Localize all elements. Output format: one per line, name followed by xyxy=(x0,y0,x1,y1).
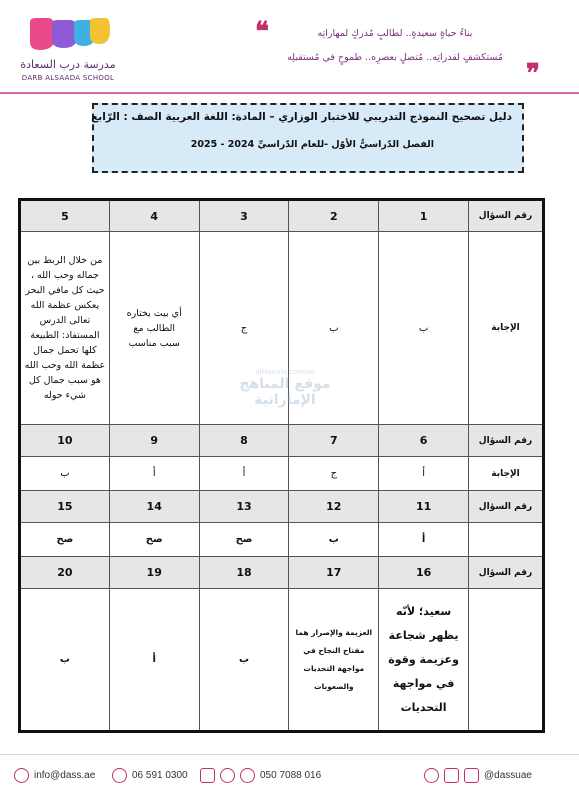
document-subtitle: الفصل الدّراسيُّ الأوّل -للعام الدّراسيِّ 2024 - 2025 xyxy=(190,139,434,150)
answer-cell: سعيد؛ لأنّه يظهر شجاعة وعزيمة وقوة في مواجهة التحديات xyxy=(379,589,469,732)
phone-icon xyxy=(112,768,127,783)
youtube-icon xyxy=(464,768,479,783)
open-quote-icon: ❝ xyxy=(255,17,269,47)
answer-cell: ج xyxy=(199,232,289,425)
footer-phone xyxy=(112,768,188,783)
table-row xyxy=(20,523,544,557)
table-row xyxy=(20,457,544,491)
watermark-url: alManahj.com/ae xyxy=(255,368,315,376)
close-quote-icon: ❞ xyxy=(526,59,540,89)
answer-cell: العزيمة والإصرار هما مفتاح النجاح في مواجهة التحديات والصعوبات xyxy=(289,589,379,732)
school-logo xyxy=(18,16,118,86)
email-text: info@dass.ae xyxy=(34,770,96,781)
table-row xyxy=(20,200,544,232)
answer-cell: ب xyxy=(289,523,379,557)
answer-cell: أ xyxy=(379,523,469,557)
answer-key-table xyxy=(18,198,545,733)
answer-label: الإجابة xyxy=(469,457,544,491)
phone-text: 06 591 0300 xyxy=(132,770,188,781)
table-row xyxy=(20,589,544,732)
question-number: 10 xyxy=(20,425,110,457)
title-box xyxy=(92,103,524,173)
question-number-label: رقم السؤال xyxy=(469,425,544,457)
watermark xyxy=(215,368,355,428)
footer-social xyxy=(424,768,532,783)
answer-cell: ب xyxy=(379,232,469,425)
question-number: 5 xyxy=(20,200,110,232)
question-number: 13 xyxy=(199,491,289,523)
answer-label: الإجابة xyxy=(469,232,544,425)
motto-line-1: بناءُ حياةٍ سعيدةٍ.. لطالبٍ مُدركٍ لمهاراتِه xyxy=(317,28,473,39)
answer-cell: أ xyxy=(379,457,469,491)
question-number: 16 xyxy=(379,557,469,589)
question-number: 19 xyxy=(109,557,199,589)
instagram-icon xyxy=(444,768,459,783)
logo-shapes-icon xyxy=(26,16,112,56)
answer-cell: أ xyxy=(199,457,289,491)
footer-divider xyxy=(0,754,579,755)
whatsapp-text: 050 7088 016 xyxy=(260,770,322,781)
document-title: دليل تصحيح النموذج التدريبي للاختبار الوزاري – المادة: اللغة العربية الصف : الرّابع xyxy=(91,111,512,123)
answer-cell: أي بيت يختاره الطالب مع سبب مناسب xyxy=(109,232,199,425)
answer-cell: من خلال الربط بين جماله وحب الله ، حيث كل مافي البحر يعكس عظمة الله تعالى الدرس المستفاد: الطبيعة كلها تحمل جمال عظمة الله وحب الله هو سبب جمال كل شيء حوله xyxy=(20,232,110,425)
answer-cell: ب xyxy=(289,232,379,425)
question-number: 7 xyxy=(289,425,379,457)
question-number: 17 xyxy=(289,557,379,589)
empty-label-cell xyxy=(469,523,544,557)
answer-cell: أ xyxy=(109,589,199,732)
school-name-en: DARB ALSAADA SCHOOL xyxy=(21,74,115,82)
question-number: 6 xyxy=(379,425,469,457)
telegram-icon xyxy=(220,768,235,783)
answer-cell: ب xyxy=(199,589,289,732)
email-icon xyxy=(14,768,29,783)
answer-cell: صح xyxy=(20,523,110,557)
question-number: 18 xyxy=(199,557,289,589)
mobile-icon xyxy=(200,768,215,783)
facebook-icon xyxy=(424,768,439,783)
whatsapp-icon xyxy=(240,768,255,783)
header-divider xyxy=(0,92,579,94)
footer-email xyxy=(14,768,95,783)
question-number: 14 xyxy=(109,491,199,523)
question-number: 9 xyxy=(109,425,199,457)
answer-cell: صح xyxy=(199,523,289,557)
watermark-text: موقع المناهج الإماراتية xyxy=(239,376,331,408)
question-number-label: رقم السؤال xyxy=(469,200,544,232)
answer-cell: ج xyxy=(289,457,379,491)
table-row xyxy=(20,425,544,457)
footer xyxy=(0,768,579,788)
empty-label-cell xyxy=(469,589,544,732)
social-handle: @dassuae xyxy=(484,770,532,781)
question-number: 15 xyxy=(20,491,110,523)
question-number: 11 xyxy=(379,491,469,523)
question-number: 1 xyxy=(379,200,469,232)
answer-cell: ب xyxy=(20,589,110,732)
footer-whatsapp xyxy=(200,768,321,783)
motto-line-2: مُستكشفٍ لقدراتِه.. مُتصلٍ بعصرِه.. طموحٍ في مُستقبلِه xyxy=(287,52,503,63)
question-number-label: رقم السؤال xyxy=(469,491,544,523)
question-number: 8 xyxy=(199,425,289,457)
school-name-ar: مدرسة درب السعادة xyxy=(20,58,116,71)
question-number: 3 xyxy=(199,200,289,232)
question-number: 20 xyxy=(20,557,110,589)
question-number: 2 xyxy=(289,200,379,232)
answer-cell: ب xyxy=(20,457,110,491)
table-row xyxy=(20,491,544,523)
question-number: 4 xyxy=(109,200,199,232)
question-number: 12 xyxy=(289,491,379,523)
school-motto xyxy=(250,17,540,82)
answer-cell: صح xyxy=(109,523,199,557)
table-row xyxy=(20,557,544,589)
question-number-label: رقم السؤال xyxy=(469,557,544,589)
answer-cell: أ xyxy=(109,457,199,491)
